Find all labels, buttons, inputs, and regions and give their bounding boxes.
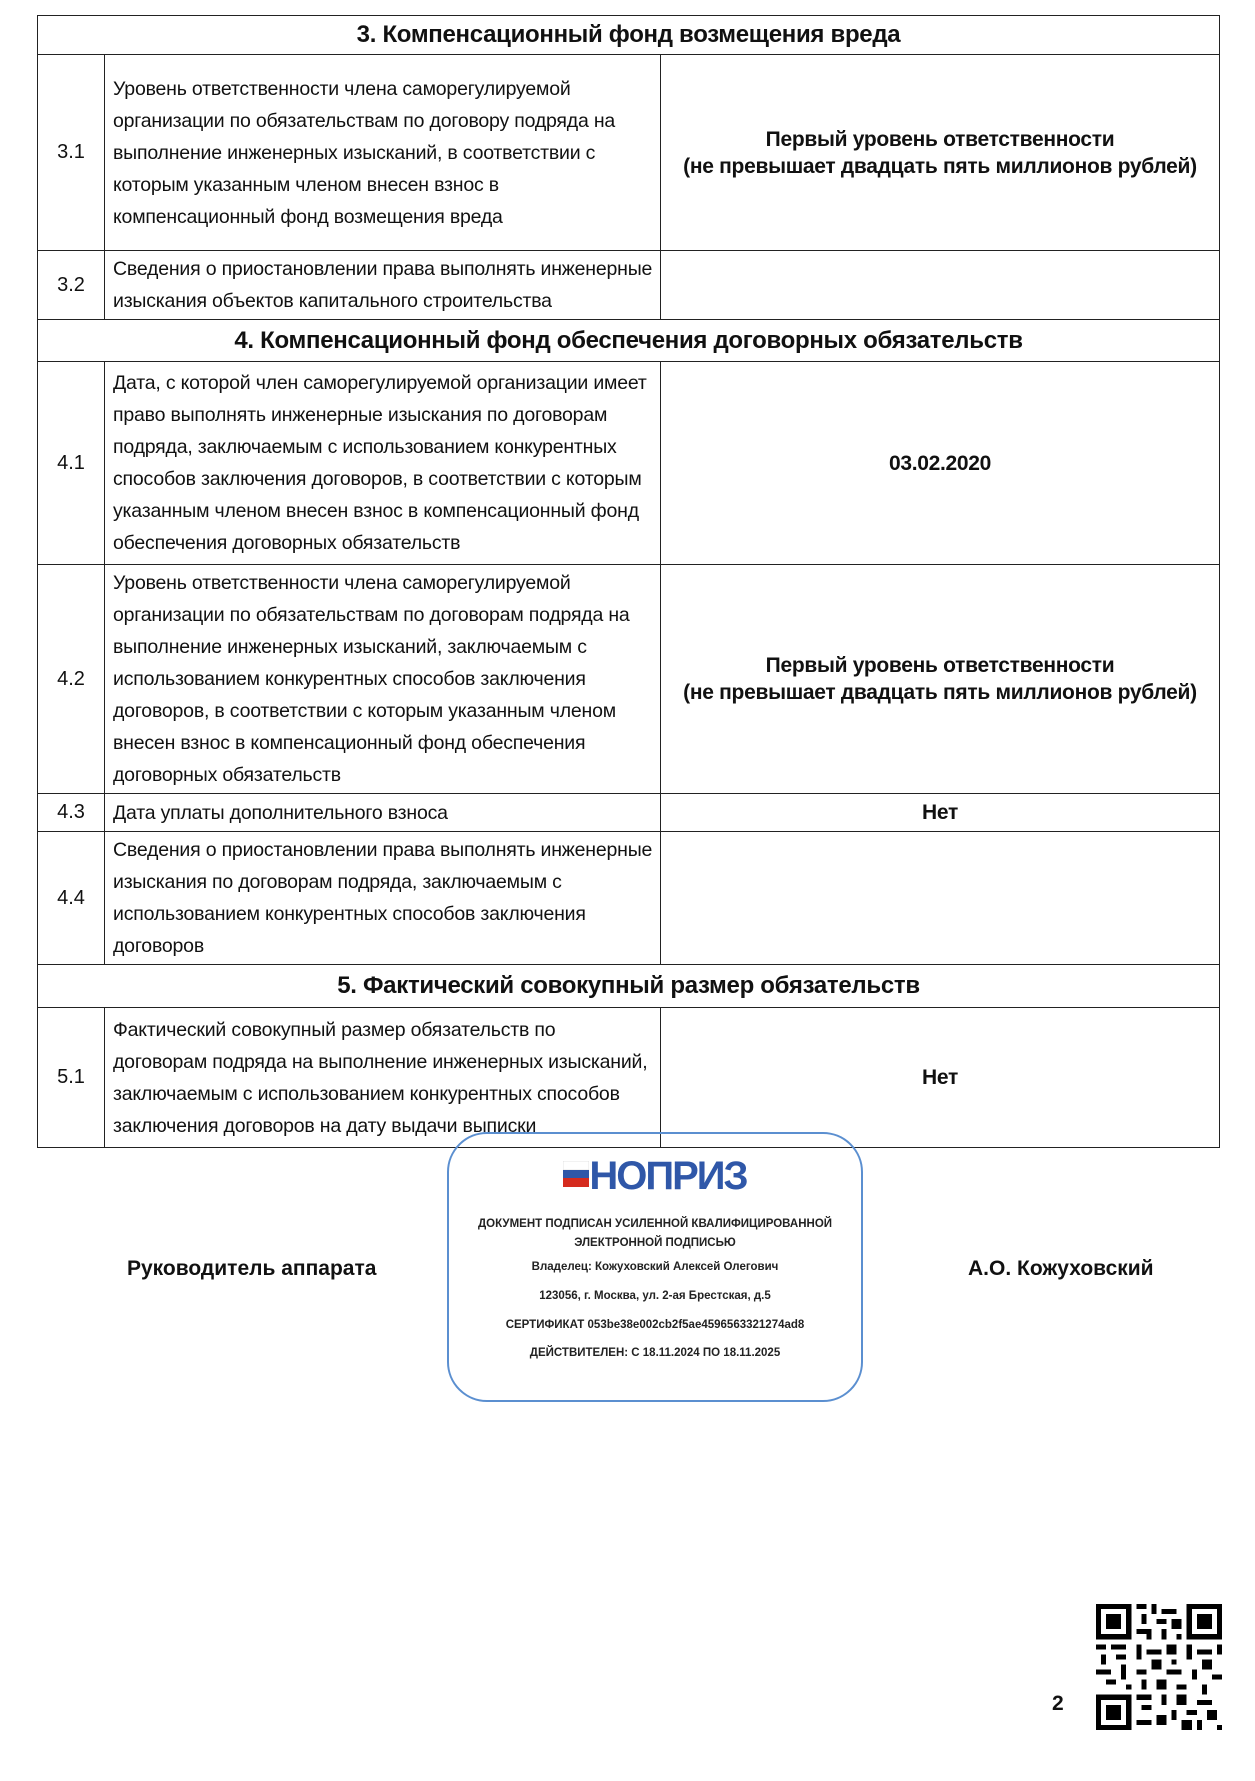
row-number: 3.2	[38, 251, 105, 320]
row-description: Дата уплаты дополнительного взноса	[105, 794, 661, 832]
row-description: Уровень ответственности члена саморегулируемой организации по обязательствам по договорам подряда на выполнение инженерных изысканий, заключаемым с использованием конкурентных способов заключения договоров, в соответствии с которым указанным членом внесен взнос в компенсационный фонд обеспечения договорных обязательств	[105, 565, 661, 794]
row-value-line: Первый уровень ответственности	[765, 654, 1115, 677]
row-description: Сведения о приостановлении права выполнять инженерные изыскания объектов капитального строительства	[105, 251, 661, 320]
row-value-line: Нет	[922, 1066, 958, 1089]
stamp-title-line: ДОКУМЕНТ ПОДПИСАН УСИЛЕННОЙ КВАЛИФИЦИРОВАННОЙ	[477, 1218, 833, 1230]
row-number: 5.1	[38, 1008, 105, 1148]
table-row	[38, 832, 1220, 965]
row-value	[661, 251, 1220, 320]
row-value-line: Первый уровень ответственности	[765, 127, 1115, 151]
row-value	[661, 794, 1220, 832]
stamp-validity: ДЕЙСТВИТЕЛЕН: С 18.11.2024 ПО 18.11.2025	[529, 1347, 781, 1359]
row-value	[661, 565, 1220, 794]
signer-name: А.О. Кожуховский	[968, 1257, 1154, 1280]
qr-code-icon	[1096, 1604, 1222, 1730]
section-header-row	[38, 320, 1220, 362]
row-value-line: (не превышает двадцать пять миллионов рублей)	[683, 681, 1197, 704]
table-row	[38, 251, 1220, 320]
table-row	[38, 55, 1220, 251]
row-value-line: 03.02.2020	[888, 451, 992, 475]
row-value	[661, 832, 1220, 965]
stamp-title-line: ЭЛЕКТРОННОЙ ПОДПИСЬЮ	[574, 1237, 736, 1249]
row-description: Дата, с которой член саморегулируемой организации имеет право выполнять инженерные изыскания по договорам подряда, заключаемым с использованием конкурентных способов заключения договоров, в соответствии с которым указанным членом внесен взнос в компенсационный фонд обеспечения договорных обязательств	[105, 362, 661, 565]
row-value	[661, 1008, 1220, 1148]
row-description: Уровень ответственности члена саморегулируемой организации по обязательствам по договору подряда на выполнение инженерных изысканий, в соответствии с которым указанным членом внесен взнос в компенсационный фонд возмещения вреда	[105, 55, 661, 251]
stamp-certificate: СЕРТИФИКАТ 053be38e002cb2f5ae4596563321274ad8	[505, 1319, 805, 1331]
electronic-signature-stamp	[447, 1132, 863, 1402]
section-title: 5. Фактический совокупный размер обязательств	[38, 965, 1220, 1008]
row-value	[661, 362, 1220, 565]
page-number: 2	[1052, 1692, 1064, 1715]
table-row	[38, 1008, 1220, 1148]
nopriz-logo	[449, 1154, 861, 1204]
russian-flag-icon	[563, 1161, 589, 1187]
row-number: 4.3	[38, 794, 105, 832]
table-row	[38, 362, 1220, 565]
section-header-row	[38, 16, 1220, 55]
row-value	[661, 55, 1220, 251]
table-row	[38, 565, 1220, 794]
stamp-owner: Владелец: Кожуховский Алексей Олегович	[531, 1261, 779, 1273]
requisites-table	[37, 15, 1220, 1148]
logo-text: НОПРИЗ	[589, 1154, 747, 1198]
row-description: Фактический совокупный размер обязательств по договорам подряда на выполнение инженерных изысканий, заключаемым с использованием конкурентных способов заключения договоров на дату выдачи выписки	[105, 1008, 661, 1148]
signer-role: Руководитель аппарата	[127, 1257, 377, 1280]
stamp-title	[449, 1215, 861, 1253]
row-description: Сведения о приостановлении права выполнять инженерные изыскания по договорам подряда, заключаемым с использованием конкурентных способов заключения договоров	[105, 832, 661, 965]
row-number: 4.2	[38, 565, 105, 794]
row-value-line: Нет	[922, 801, 958, 824]
row-number: 4.1	[38, 362, 105, 565]
section-header-row	[38, 965, 1220, 1008]
row-number: 3.1	[38, 55, 105, 251]
section-title: 4. Компенсационный фонд обеспечения договорных обязательств	[38, 320, 1220, 362]
row-number: 4.4	[38, 832, 105, 965]
row-value-line: (не превышает двадцать пять миллионов рублей)	[683, 154, 1197, 178]
section-title: 3. Компенсационный фонд возмещения вреда	[38, 16, 1220, 55]
table-row	[38, 794, 1220, 832]
stamp-address: 123056, г. Москва, ул. 2-ая Брестская, д.5	[539, 1290, 771, 1302]
